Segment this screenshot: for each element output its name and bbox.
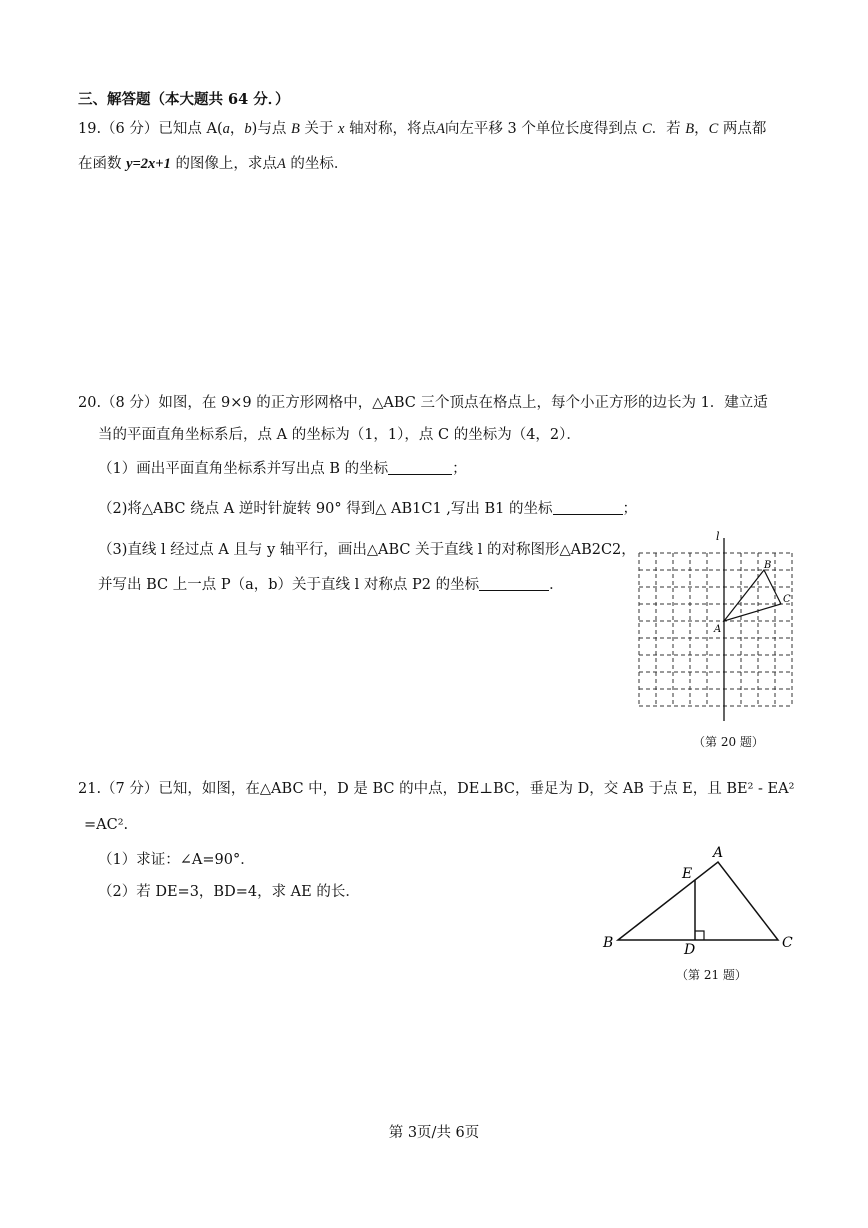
label-b: B <box>764 560 772 571</box>
section-title: 三、解答题（本大题共 64 分．） <box>78 91 290 108</box>
q19-number: 19.（6 分） <box>78 121 159 137</box>
q19-text-c: 关于 <box>304 121 334 137</box>
label-b: B <box>603 935 614 951</box>
q21-triangle-figure <box>598 842 804 954</box>
q21-part2: （2）若 DE=3，BD=4，求 AE 的长． <box>98 884 360 900</box>
q19-text-j: 的图像上，求点 <box>175 156 277 172</box>
q20-text-1: 如图，在 9×9 的正方形网格中，△ABC 三个顶点在格点上，每个小正方形的边长为 1．建立适 <box>158 395 768 411</box>
q21-number: 21.（7 分） <box>78 781 159 797</box>
q19-text-e: 向左平移 3 个单位长度得到点 <box>444 121 638 137</box>
label-e: E <box>682 866 693 882</box>
q19-function: y=2x+1 <box>126 156 171 172</box>
q19-var-b: b <box>244 121 252 137</box>
q21-part1: （1）求证：∠A=90°． <box>98 852 255 868</box>
label-c: C <box>782 935 793 951</box>
label-a: A <box>713 845 724 861</box>
q19-line2 <box>78 154 348 174</box>
q20-part1-end: ； <box>452 461 467 477</box>
q20-figure-caption: （第 20 题） <box>693 735 764 749</box>
triangle-abc <box>724 570 781 621</box>
q20-part2-answer-blank[interactable] <box>553 500 623 515</box>
q20-part2 <box>98 499 637 519</box>
q19-text-a: 已知点 A( <box>158 121 223 137</box>
q19-point-c2: C <box>708 121 719 137</box>
q19-text-k: 的坐标． <box>290 156 349 172</box>
q19-point-a2: A <box>276 156 286 172</box>
q19-text-f: ．若 <box>651 121 681 137</box>
q19-text-b: )与点 <box>251 121 287 137</box>
label-a: A <box>714 624 722 635</box>
q20-part3-answer-blank[interactable] <box>479 576 549 591</box>
q21-line1 <box>78 779 794 799</box>
q19-text-g: ， <box>694 121 709 137</box>
right-angle-mark <box>695 931 704 940</box>
q19-point-a: A <box>436 121 445 137</box>
q19-comma: ， <box>229 121 245 137</box>
q20-line2: 当的平面直角坐标系后，点 A 的坐标为（1，1），点 C 的坐标为（4，2）． <box>98 427 581 443</box>
q20-number: 20.（8 分） <box>78 395 159 411</box>
q21-figure-caption: （第 21 题） <box>676 968 747 982</box>
q19-point-c: C <box>641 121 652 137</box>
label-c: C <box>783 594 791 605</box>
q19-line1 <box>78 119 766 139</box>
q19-text-i: 在函数 <box>78 156 122 172</box>
q19-var-a: a <box>222 121 230 137</box>
q21-text-1: 已知，如图，在△ABC 中，D 是 BC 的中点，DE⊥BC，垂足为 D，交 AB 于点 E，且 BE² - EA² <box>158 781 795 797</box>
q20-part1-answer-blank[interactable] <box>388 460 452 475</box>
q21-line2: =AC². <box>84 817 129 833</box>
triangle-abc <box>618 862 778 940</box>
q20-part3b-text: 并写出 BC 上一点 P（a，b）关于直线 l 对称点 P2 的坐标 <box>98 577 480 593</box>
label-l: l <box>716 530 720 543</box>
q20-part2-end: ； <box>622 501 637 517</box>
q19-point-b: B <box>290 121 300 137</box>
q20-part3: （3)直线 l 经过点 A 且与 y 轴平行，画出△ABC 关于直线 l 的对称图形△AB2C2， <box>98 542 636 558</box>
q20-part1 <box>98 459 467 479</box>
q19-text-h: 两点都 <box>722 121 767 137</box>
q20-line1 <box>78 393 768 413</box>
q20-part1-text: （1）画出平面直角坐标系并写出点 B 的坐标 <box>98 461 389 477</box>
q19-point-b2: B <box>685 121 695 137</box>
q19-text-d: 轴对称，将点 <box>349 121 437 137</box>
q20-part3b-end: ． <box>549 577 564 593</box>
page-footer: 第 3页/共 6页 <box>388 1125 480 1141</box>
label-d: D <box>684 942 696 954</box>
q20-grid-figure <box>630 528 810 728</box>
q20-part3b <box>98 575 564 595</box>
q20-part2-text: （2)将△ABC 绕点 A 逆时针旋转 90° 得到△ AB1C1 ,写出 B1 的坐标 <box>98 501 553 517</box>
q19-var-x: x <box>338 121 345 137</box>
